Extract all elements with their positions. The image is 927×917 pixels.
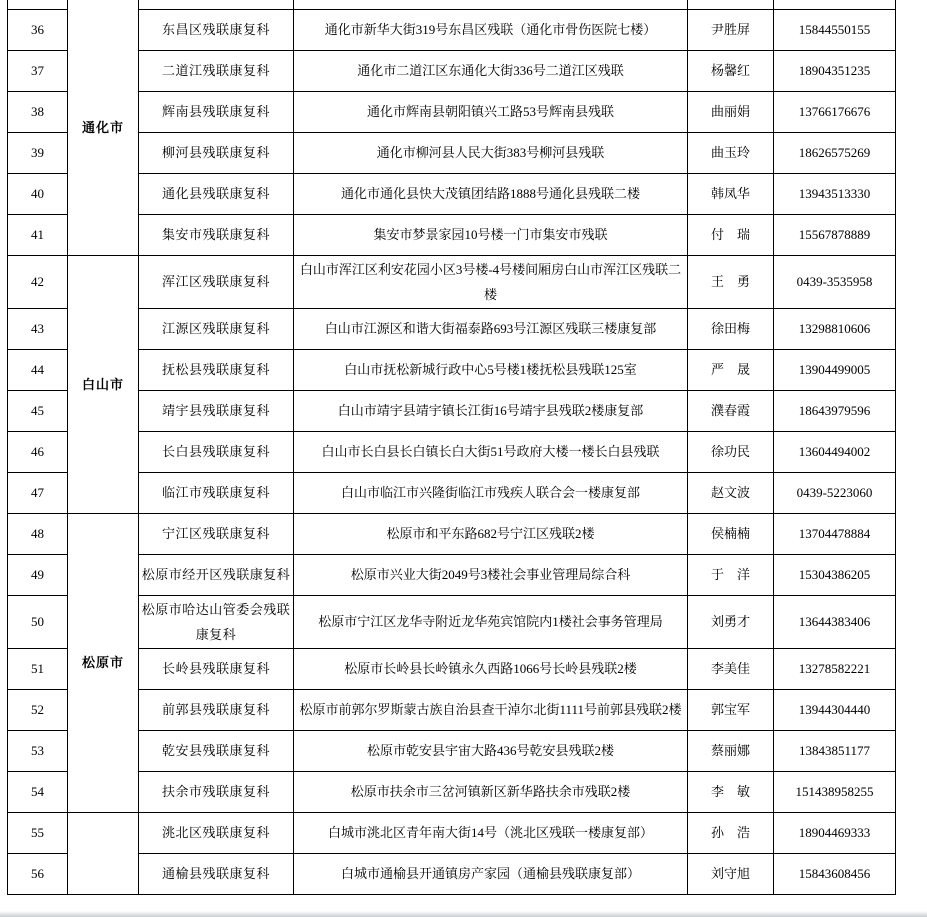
address-cell: 松原市乾安县宇宙大路436号乾安县残联2楼: [294, 730, 688, 771]
phone-cell: 13944304440: [774, 689, 896, 730]
contact-cell: 濮春霞: [688, 390, 774, 431]
row-number-cell: 43: [8, 308, 68, 349]
table-row: [8, 0, 896, 9]
contact-cell: 于 洋: [688, 554, 774, 595]
city-cell: [68, 812, 139, 894]
contact-cell: 徐功民: [688, 431, 774, 472]
phone-cell: 13843851177: [774, 730, 896, 771]
rehab-centers-table: [7, 0, 896, 895]
phone-cell: 15304386205: [774, 554, 896, 595]
contact-cell: 韩凤华: [688, 173, 774, 214]
row-number-cell: 52: [8, 689, 68, 730]
address-cell: 白山市浑江区利安花园小区3号楼-4号楼间厢房白山市浑江区残联二楼: [294, 255, 688, 308]
phone-cell: 18643979596: [774, 390, 896, 431]
department-cell: 长白县残联康复科: [139, 431, 294, 472]
department-cell: 二道江残联康复科: [139, 50, 294, 91]
row-number-cell: 50: [8, 595, 68, 648]
department-cell: [139, 0, 294, 9]
contact-cell: 刘守旭: [688, 853, 774, 894]
row-number-cell: 49: [8, 554, 68, 595]
department-cell: 洮北区残联康复科: [139, 812, 294, 853]
address-cell: 白山市长白县长白镇长白大街51号政府大楼一楼长白县残联: [294, 431, 688, 472]
address-cell: 松原市兴业大街2049号3楼社会事业管理局综合科: [294, 554, 688, 595]
department-cell: 东昌区残联康复科: [139, 9, 294, 50]
department-cell: 松原市经开区残联康复科: [139, 554, 294, 595]
department-cell: 辉南县残联康复科: [139, 91, 294, 132]
row-number-cell: 56: [8, 853, 68, 894]
table-row: [8, 689, 896, 730]
department-cell: 通榆县残联康复科: [139, 853, 294, 894]
contact-cell: 付 瑞: [688, 214, 774, 255]
address-cell: 白城市洮北区青年南大街14号（洮北区残联一楼康复部）: [294, 812, 688, 853]
phone-cell: 0439-3535958: [774, 255, 896, 308]
department-cell: 通化县残联康复科: [139, 173, 294, 214]
row-number-cell: 42: [8, 255, 68, 308]
table-row: [8, 9, 896, 50]
address-cell: 通化市新华大街319号东昌区残联（通化市骨伤医院七楼）: [294, 9, 688, 50]
row-number-cell: 39: [8, 132, 68, 173]
table-row: [8, 771, 896, 812]
row-number-cell: 46: [8, 431, 68, 472]
row-number-cell: 53: [8, 730, 68, 771]
contact-cell: 孙 浩: [688, 812, 774, 853]
address-cell: 松原市扶余市三岔河镇新区新华路扶余市残联2楼: [294, 771, 688, 812]
phone-cell: 0439-5223060: [774, 472, 896, 513]
table-row: [8, 431, 896, 472]
department-cell: 长岭县残联康复科: [139, 648, 294, 689]
contact-cell: 尹胜屏: [688, 9, 774, 50]
directory-table-body: [8, 0, 896, 894]
phone-cell: 18904351235: [774, 50, 896, 91]
table-row: [8, 349, 896, 390]
contact-cell: 蔡丽娜: [688, 730, 774, 771]
department-cell: 靖宇县残联康复科: [139, 390, 294, 431]
row-number-cell: 36: [8, 9, 68, 50]
contact-cell: 杨馨红: [688, 50, 774, 91]
row-number-cell: 40: [8, 173, 68, 214]
rehab-directory: [7, 0, 896, 895]
table-row: [8, 132, 896, 173]
table-row: [8, 50, 896, 91]
table-row: [8, 308, 896, 349]
table-row: [8, 390, 896, 431]
address-cell: 白山市临江市兴隆街临江市残疾人联合会一楼康复部: [294, 472, 688, 513]
table-row: [8, 730, 896, 771]
contact-cell: 李 敏: [688, 771, 774, 812]
city-cell: 松原市: [68, 513, 139, 812]
row-number-cell: 48: [8, 513, 68, 554]
table-row: [8, 853, 896, 894]
phone-cell: 13904499005: [774, 349, 896, 390]
contact-cell: 赵文波: [688, 472, 774, 513]
phone-cell: 13604494002: [774, 431, 896, 472]
phone-cell: 151438958255: [774, 771, 896, 812]
contact-cell: [688, 0, 774, 9]
table-row: [8, 513, 896, 554]
contact-cell: 郭宝军: [688, 689, 774, 730]
contact-cell: 曲丽娟: [688, 91, 774, 132]
address-cell: 白城市通榆县开通镇房产家园（通榆县残联康复部）: [294, 853, 688, 894]
row-number-cell: 38: [8, 91, 68, 132]
department-cell: 扶余市残联康复科: [139, 771, 294, 812]
row-number-cell: 54: [8, 771, 68, 812]
department-cell: 抚松县残联康复科: [139, 349, 294, 390]
phone-cell: 13298810606: [774, 308, 896, 349]
row-number-cell: [8, 0, 68, 9]
address-cell: 松原市长岭县长岭镇永久西路1066号长岭县残联2楼: [294, 648, 688, 689]
address-cell: 白山市江源区和谐大街福泰路693号江源区残联三楼康复部: [294, 308, 688, 349]
department-cell: 江源区残联康复科: [139, 308, 294, 349]
table-row: [8, 255, 896, 308]
table-row: [8, 595, 896, 648]
address-cell: 通化市柳河县人民大街383号柳河县残联: [294, 132, 688, 173]
contact-cell: 李美佳: [688, 648, 774, 689]
contact-cell: 王 勇: [688, 255, 774, 308]
city-cell: 白山市: [68, 255, 139, 513]
table-row: [8, 554, 896, 595]
address-cell: 松原市宁江区龙华寺附近龙华苑宾馆院内1楼社会事务管理局: [294, 595, 688, 648]
page-bottom-edge: [0, 911, 927, 917]
row-number-cell: 37: [8, 50, 68, 91]
contact-cell: 严 晟: [688, 349, 774, 390]
phone-cell: 13644383406: [774, 595, 896, 648]
department-cell: 宁江区残联康复科: [139, 513, 294, 554]
department-cell: 前郭县残联康复科: [139, 689, 294, 730]
phone-cell: 15844550155: [774, 9, 896, 50]
table-row: [8, 648, 896, 689]
address-cell: 通化市辉南县朝阳镇兴工路53号辉南县残联: [294, 91, 688, 132]
phone-cell: 13943513330: [774, 173, 896, 214]
department-cell: 松原市哈达山管委会残联康复科: [139, 595, 294, 648]
table-row: [8, 472, 896, 513]
row-number-cell: 41: [8, 214, 68, 255]
department-cell: 乾安县残联康复科: [139, 730, 294, 771]
row-number-cell: 47: [8, 472, 68, 513]
row-number-cell: 45: [8, 390, 68, 431]
table-row: [8, 812, 896, 853]
row-number-cell: 51: [8, 648, 68, 689]
phone-cell: 13704478884: [774, 513, 896, 554]
address-cell: 通化市二道江区东通化大街336号二道江区残联: [294, 50, 688, 91]
contact-cell: 刘勇才: [688, 595, 774, 648]
contact-cell: 徐田梅: [688, 308, 774, 349]
address-cell: [294, 0, 688, 9]
address-cell: 通化市通化县快大茂镇团结路1888号通化县残联二楼: [294, 173, 688, 214]
phone-cell: 18904469333: [774, 812, 896, 853]
phone-cell: [774, 0, 896, 9]
contact-cell: 曲玉玲: [688, 132, 774, 173]
row-number-cell: 55: [8, 812, 68, 853]
phone-cell: 15567878889: [774, 214, 896, 255]
phone-cell: 18626575269: [774, 132, 896, 173]
department-cell: 浑江区残联康复科: [139, 255, 294, 308]
department-cell: 临江市残联康复科: [139, 472, 294, 513]
table-row: [8, 214, 896, 255]
phone-cell: 13278582221: [774, 648, 896, 689]
phone-cell: 15843608456: [774, 853, 896, 894]
department-cell: 柳河县残联康复科: [139, 132, 294, 173]
phone-cell: 13766176676: [774, 91, 896, 132]
address-cell: 白山市抚松新城行政中心5号楼1楼抚松县残联125室: [294, 349, 688, 390]
table-row: [8, 91, 896, 132]
row-number-cell: 44: [8, 349, 68, 390]
address-cell: 松原市前郭尔罗斯蒙古族自治县查干淖尔北街1111号前郭县残联2楼: [294, 689, 688, 730]
table-row: [8, 173, 896, 214]
address-cell: 松原市和平东路682号宁江区残联2楼: [294, 513, 688, 554]
address-cell: 白山市靖宇县靖宇镇长江街16号靖宇县残联2楼康复部: [294, 390, 688, 431]
department-cell: 集安市残联康复科: [139, 214, 294, 255]
city-cell: 通化市: [68, 0, 139, 255]
contact-cell: 侯楠楠: [688, 513, 774, 554]
address-cell: 集安市梦景家园10号楼一门市集安市残联: [294, 214, 688, 255]
